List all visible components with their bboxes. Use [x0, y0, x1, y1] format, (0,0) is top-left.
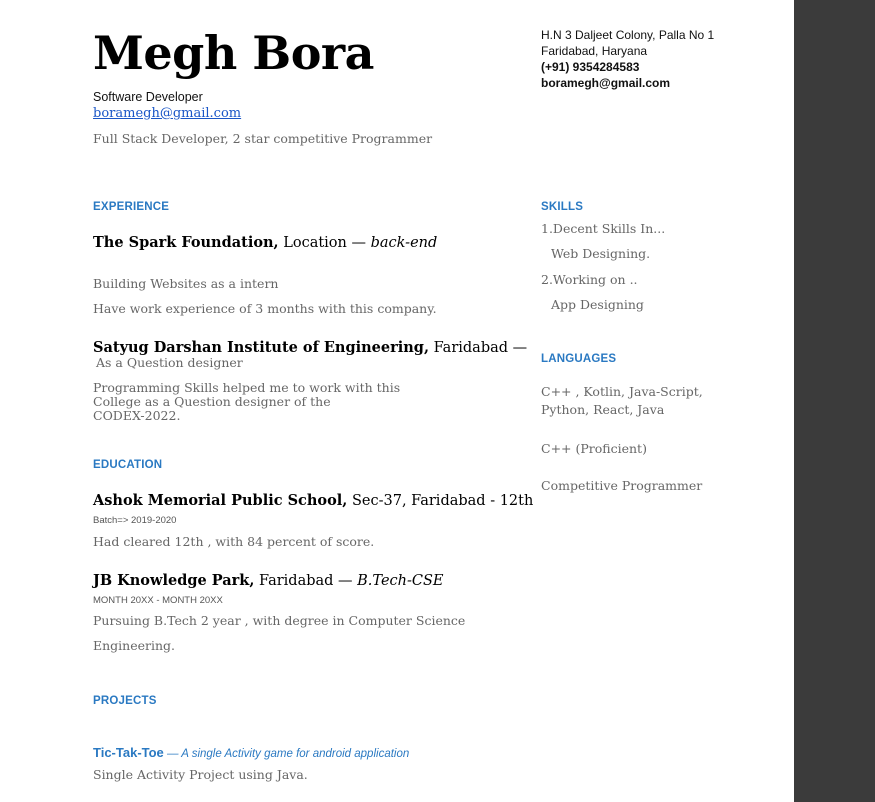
- phone-number: (+91) 9354284583: [541, 60, 640, 74]
- contact-email: boramegh@gmail.com: [541, 76, 671, 90]
- skill-line-3: 2.Working on ..: [541, 272, 638, 287]
- education-heading: EDUCATION: [93, 459, 163, 471]
- skill-line-4: App Designing: [551, 297, 644, 312]
- experience-item-2-title: [93, 339, 527, 356]
- experience-item-1-location: Location —: [278, 235, 371, 251]
- experience-item-2-location: Faridabad —: [429, 340, 528, 356]
- project-item-1-title: [93, 744, 409, 762]
- language-proficient: C++ (Proficient): [541, 441, 647, 456]
- experience-item-1-position: back-end: [370, 235, 438, 251]
- skill-line-1: 1.Decent Skills In...: [541, 221, 666, 236]
- viewer-background: [794, 0, 875, 802]
- project-item-1-desc: — A single Activity game for android application: [163, 748, 410, 760]
- projects-heading: PROJECTS: [93, 695, 157, 707]
- education-item-1-dates: Batch=> 2019-2020: [93, 515, 177, 526]
- tagline: Full Stack Developer, 2 star competitive Programmer: [93, 131, 433, 146]
- experience-item-2-line-2: College as a Question designer of the: [93, 394, 331, 409]
- job-role: Software Developer: [93, 90, 203, 104]
- language-extra: Competitive Programmer: [541, 478, 703, 493]
- languages-list-line-2: Python, React, Java: [541, 402, 665, 417]
- experience-item-2-line-3: CODEX-2022.: [93, 408, 181, 423]
- experience-heading: EXPERIENCE: [93, 201, 170, 213]
- project-item-1-name: Tic-Tak-Toe: [93, 745, 164, 760]
- experience-item-1-line-2: Have work experience of 3 months with this company.: [93, 301, 437, 316]
- person-name: Megh Bora: [93, 26, 374, 80]
- languages-list-line-1: C++ , Kotlin, Java-Script,: [541, 384, 703, 399]
- project-item-1-detail: Single Activity Project using Java.: [93, 767, 308, 782]
- education-item-2-line-2: Engineering.: [93, 638, 176, 653]
- experience-item-1-title: [93, 234, 437, 251]
- email-link[interactable]: boramegh@gmail.com: [93, 106, 242, 121]
- experience-item-1-org: The Spark Foundation,: [93, 234, 279, 251]
- experience-item-1-line-1: Building Websites as a intern: [93, 276, 279, 291]
- address-line-1: H.N 3 Daljeet Colony, Palla No 1: [541, 28, 715, 42]
- education-item-2-dates: MONTH 20XX - MONTH 20XX: [93, 595, 223, 606]
- education-item-2-degree: B.Tech-CSE: [357, 573, 444, 589]
- education-item-1-line-1: Had cleared 12th , with 84 percent of score.: [93, 534, 375, 549]
- experience-item-2-org: Satyug Darshan Institute of Engineering,: [93, 339, 429, 356]
- resume-page: [30, 0, 794, 802]
- education-item-1-location: Sec-37, Faridabad - 12th: [347, 493, 534, 509]
- skill-line-2: Web Designing.: [551, 246, 651, 261]
- viewer-left-margin: [0, 0, 30, 802]
- education-item-1-title: [93, 492, 533, 509]
- education-item-1-org: Ashok Memorial Public School,: [93, 492, 348, 509]
- education-item-2-line-1: Pursuing B.Tech 2 year , with degree in Computer Science: [93, 613, 466, 628]
- education-item-2-title: [93, 572, 444, 589]
- skills-heading: SKILLS: [541, 201, 584, 213]
- experience-item-2-position: As a Question designer: [96, 355, 243, 370]
- address-line-2: Faridabad, Haryana: [541, 44, 648, 58]
- experience-item-2-line-1: Programming Skills helped me to work with this: [93, 380, 401, 395]
- education-item-2-location: Faridabad —: [254, 573, 358, 589]
- education-item-2-org: JB Knowledge Park,: [93, 572, 255, 589]
- languages-heading: LANGUAGES: [541, 353, 617, 365]
